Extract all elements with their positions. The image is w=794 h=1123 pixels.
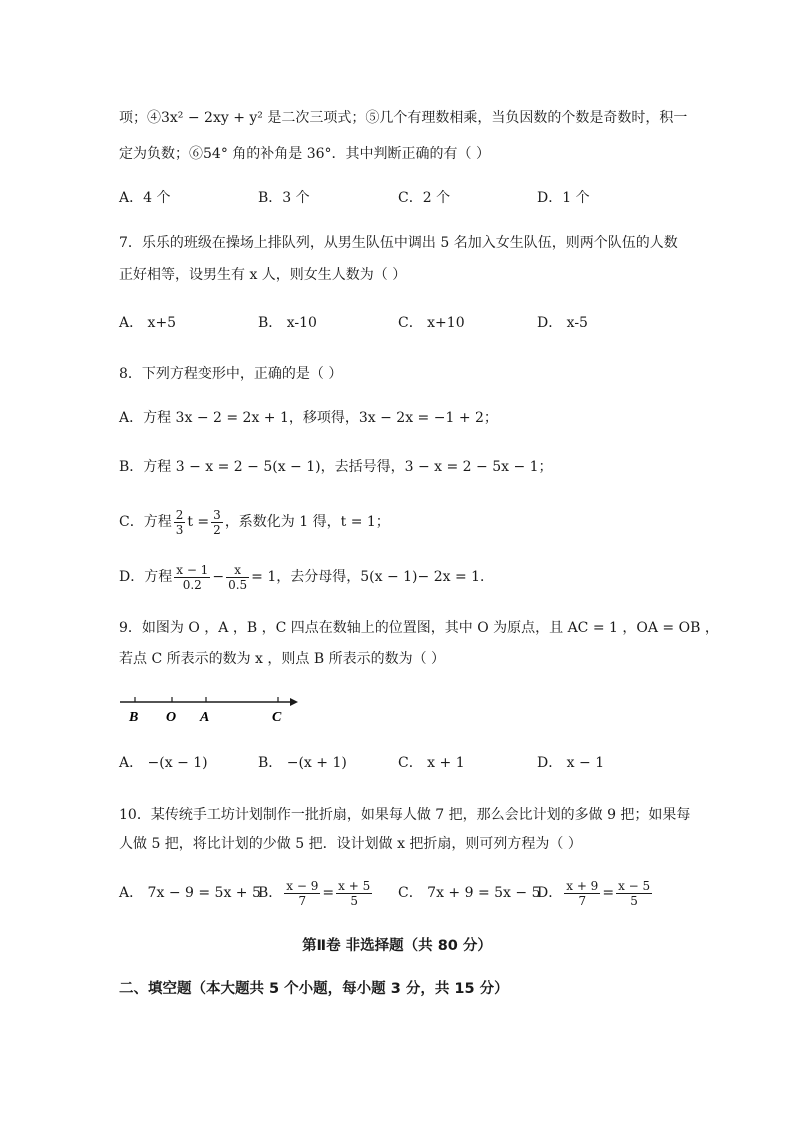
- fraction-numerator: x − 9: [286, 878, 319, 893]
- axis-label-o: O: [166, 710, 177, 725]
- q8-option-c-prefix: C．方程: [119, 514, 172, 530]
- q7-option-b: B． x-10: [258, 315, 317, 331]
- q8-option-c-mid: t =: [187, 514, 210, 530]
- q9-option-c: C． x + 1: [398, 755, 465, 771]
- q9-line2: 若点 C 所表示的数为 x ，则点 B 所表示的数为（ ）: [119, 651, 446, 667]
- q6-line1: 项；④3x² − 2xy + y² 是二次三项式；⑤几个有理数相乘，当负因数的个数是奇数时，积一: [119, 110, 688, 126]
- q6-option-c: C．2 个: [398, 190, 451, 206]
- q8-option-c-fraction-2: [211, 508, 223, 537]
- q8-option-c-suffix: ，系数化为 1 得，t = 1；: [224, 514, 390, 530]
- q10-option-b-fraction-1: [284, 879, 320, 908]
- fraction-numerator: 2: [175, 507, 184, 522]
- q6-option-b: B．3 个: [258, 190, 310, 206]
- q10-line1: 10．某传统手工坊计划制作一批折扇，如果每人做 7 把，那么会比计划的多做 9 把；如果每: [119, 807, 691, 823]
- q10-option-d-prefix: D．: [537, 885, 563, 901]
- fraction-numerator: x − 1: [176, 562, 209, 577]
- q6-option-d: D．1 个: [537, 190, 590, 206]
- q8-option-c: [119, 506, 390, 538]
- q7-line1: 7．乐乐的班级在操场上排队列，从男生队伍中调出 5 名加入女生队伍，则两个队伍的人数: [119, 235, 678, 251]
- q10-option-b-equals: =: [322, 885, 335, 901]
- fraction-denominator: 5: [350, 893, 358, 908]
- q10-option-d: [537, 876, 654, 910]
- q7-option-d: D． x-5: [537, 315, 588, 331]
- fraction-denominator: 7: [298, 893, 307, 908]
- fraction-numerator: x + 9: [566, 878, 599, 893]
- q8-option-d: [119, 561, 494, 593]
- fraction-denominator: 2: [213, 522, 221, 537]
- q10-option-b-prefix: B．: [258, 885, 283, 901]
- q8-option-a: A．方程 3x − 2 = 2x + 1，移项得，3x − 2x = −1 + 2；: [119, 410, 498, 426]
- q7-option-c: C． x+10: [398, 315, 465, 331]
- q6-line2: 定为负数；⑥54° 角的补角是 36°．其中判断正确的有（ ）: [119, 146, 490, 162]
- fraction-numerator: x + 5: [338, 878, 371, 893]
- q10-line2: 人做 5 把，将比计划的少做 5 把．设计划做 x 把折扇，则可列方程为（ ）: [119, 836, 582, 852]
- fraction-denominator: 3: [175, 522, 184, 537]
- axis-label-c: C: [272, 710, 282, 725]
- fraction-denominator: 0.2: [182, 577, 202, 592]
- q8-option-d-suffix: = 1，去分母得，5(x − 1)− 2x = 1．: [251, 569, 495, 585]
- axis-label-b: B: [129, 710, 139, 725]
- fraction-denominator: 5: [630, 893, 638, 908]
- number-line-figure: [118, 690, 303, 728]
- q10-option-d-fraction-1: [564, 879, 600, 908]
- fraction-numerator: 3: [213, 507, 221, 522]
- fraction-denominator: 7: [578, 893, 587, 908]
- axis-label-a: A: [200, 710, 210, 725]
- q10-option-d-equals: =: [602, 885, 615, 901]
- q10-option-b: [258, 876, 374, 910]
- fraction-numerator: x − 5: [618, 878, 651, 893]
- q8-option-d-fraction-2: [226, 563, 249, 592]
- q7-option-a: A． x+5: [119, 315, 177, 331]
- q10-option-b-fraction-2: [336, 879, 372, 908]
- q9-option-a: A． −(x − 1): [119, 755, 208, 771]
- q8-option-d-minus: −: [212, 569, 225, 585]
- q9-line1: 9．如图为 O ，A ，B ，C 四点在数轴上的位置图，其中 O 为原点，且 AC = 1 ，OA = OB ，: [119, 620, 719, 636]
- q10-option-c: C． 7x + 9 = 5x − 5: [398, 885, 541, 901]
- q8-option-d-prefix: D．方程: [119, 569, 173, 585]
- q8-option-b: B．方程 3 − x = 2 − 5(x − 1)，去括号得，3 − x = 2 − 5x − 1；: [119, 459, 553, 475]
- fraction-numerator: x: [226, 563, 249, 578]
- number-line-arrow-icon: [290, 698, 298, 706]
- q7-line2: 正好相等，设男生有 x 人，则女生人数为（ ）: [119, 267, 407, 283]
- section-title: 第Ⅱ卷 非选择题（共 80 分）: [302, 938, 492, 954]
- q8-stem: 8．下列方程变形中，正确的是（ ）: [119, 366, 343, 382]
- q8-option-d-fraction-1: [174, 563, 210, 592]
- q9-option-d: D． x − 1: [537, 755, 605, 771]
- q6-option-a: A．4 个: [119, 190, 171, 206]
- q10-option-a: A． 7x − 9 = 5x + 5: [119, 885, 261, 901]
- q10-option-d-fraction-2: [616, 879, 652, 908]
- q9-option-b: B． −(x + 1): [258, 755, 347, 771]
- part-title: 二、填空题（本大题共 5 个小题，每小题 3 分，共 15 分）: [119, 981, 509, 997]
- fraction-denominator: 0.5: [228, 577, 248, 592]
- q8-option-c-fraction-1: [174, 508, 186, 537]
